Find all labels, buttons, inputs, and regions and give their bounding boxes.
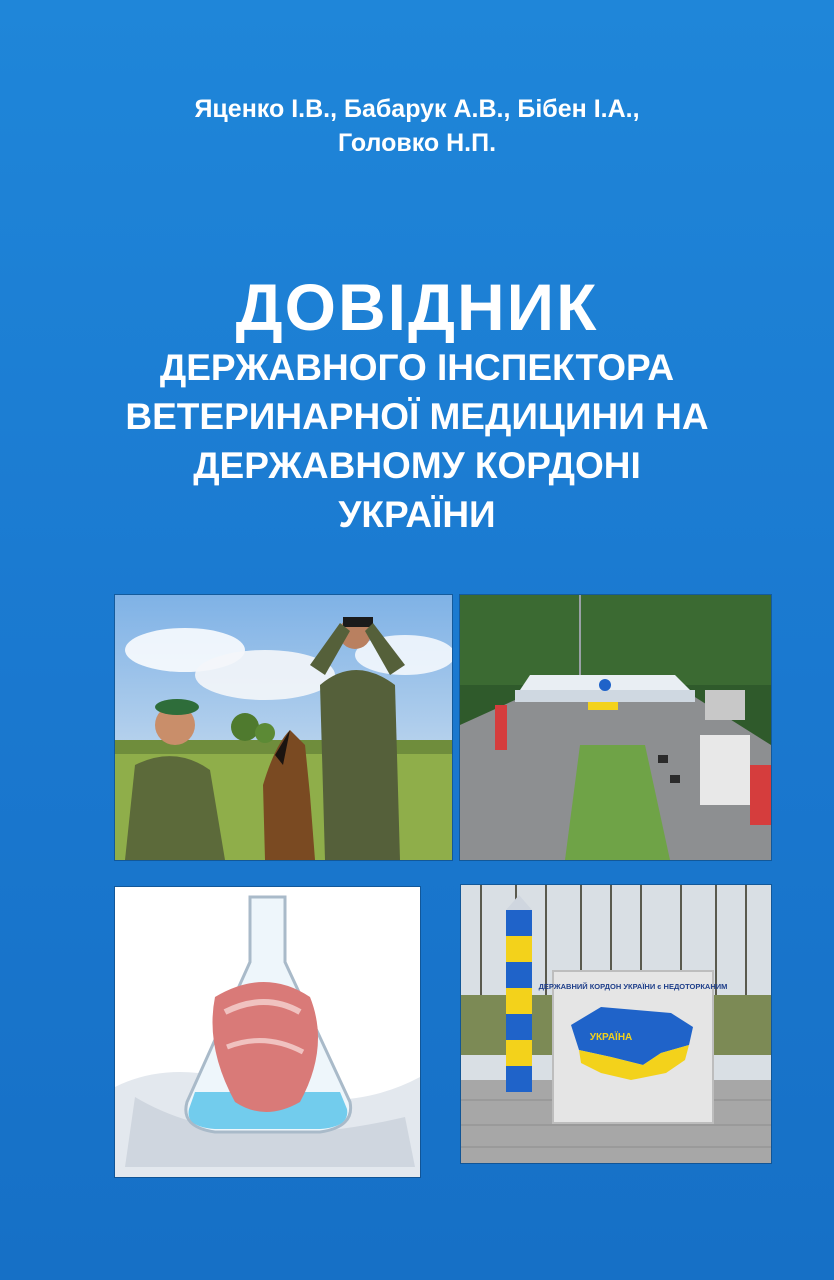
photo-meat-in-flask bbox=[114, 886, 421, 1178]
subtitle-line-3: ДЕРЖАВНОМУ КОРДОНІ bbox=[193, 445, 641, 486]
subtitle-line-4: УКРАЇНИ bbox=[338, 494, 496, 535]
subtitle-line-2: ВЕТЕРИНАРНОЇ МЕДИЦИНИ НА bbox=[125, 396, 709, 437]
authors-line-2: Головко Н.П. bbox=[337, 129, 497, 157]
border-sign-text: ДЕРЖАВНИЙ КОРДОН УКРАЇНИ є НЕДОТОРКАНИМ bbox=[538, 982, 728, 991]
book-subtitle bbox=[0, 343, 834, 539]
authors bbox=[0, 92, 834, 160]
book-title: ДОВІДНИК bbox=[235, 270, 599, 344]
authors-line-1: Яценко І.В., Бабарук А.В., Бібен І.А., bbox=[194, 95, 640, 123]
subtitle-line-1: ДЕРЖАВНОГО ІНСПЕКТОРА bbox=[159, 347, 675, 388]
photo-border-post-and-sign bbox=[460, 884, 772, 1164]
photo-border-guards-with-dog bbox=[114, 594, 453, 861]
photo-border-checkpoint bbox=[459, 594, 772, 861]
map-label: УКРАЇНА bbox=[589, 1032, 633, 1043]
